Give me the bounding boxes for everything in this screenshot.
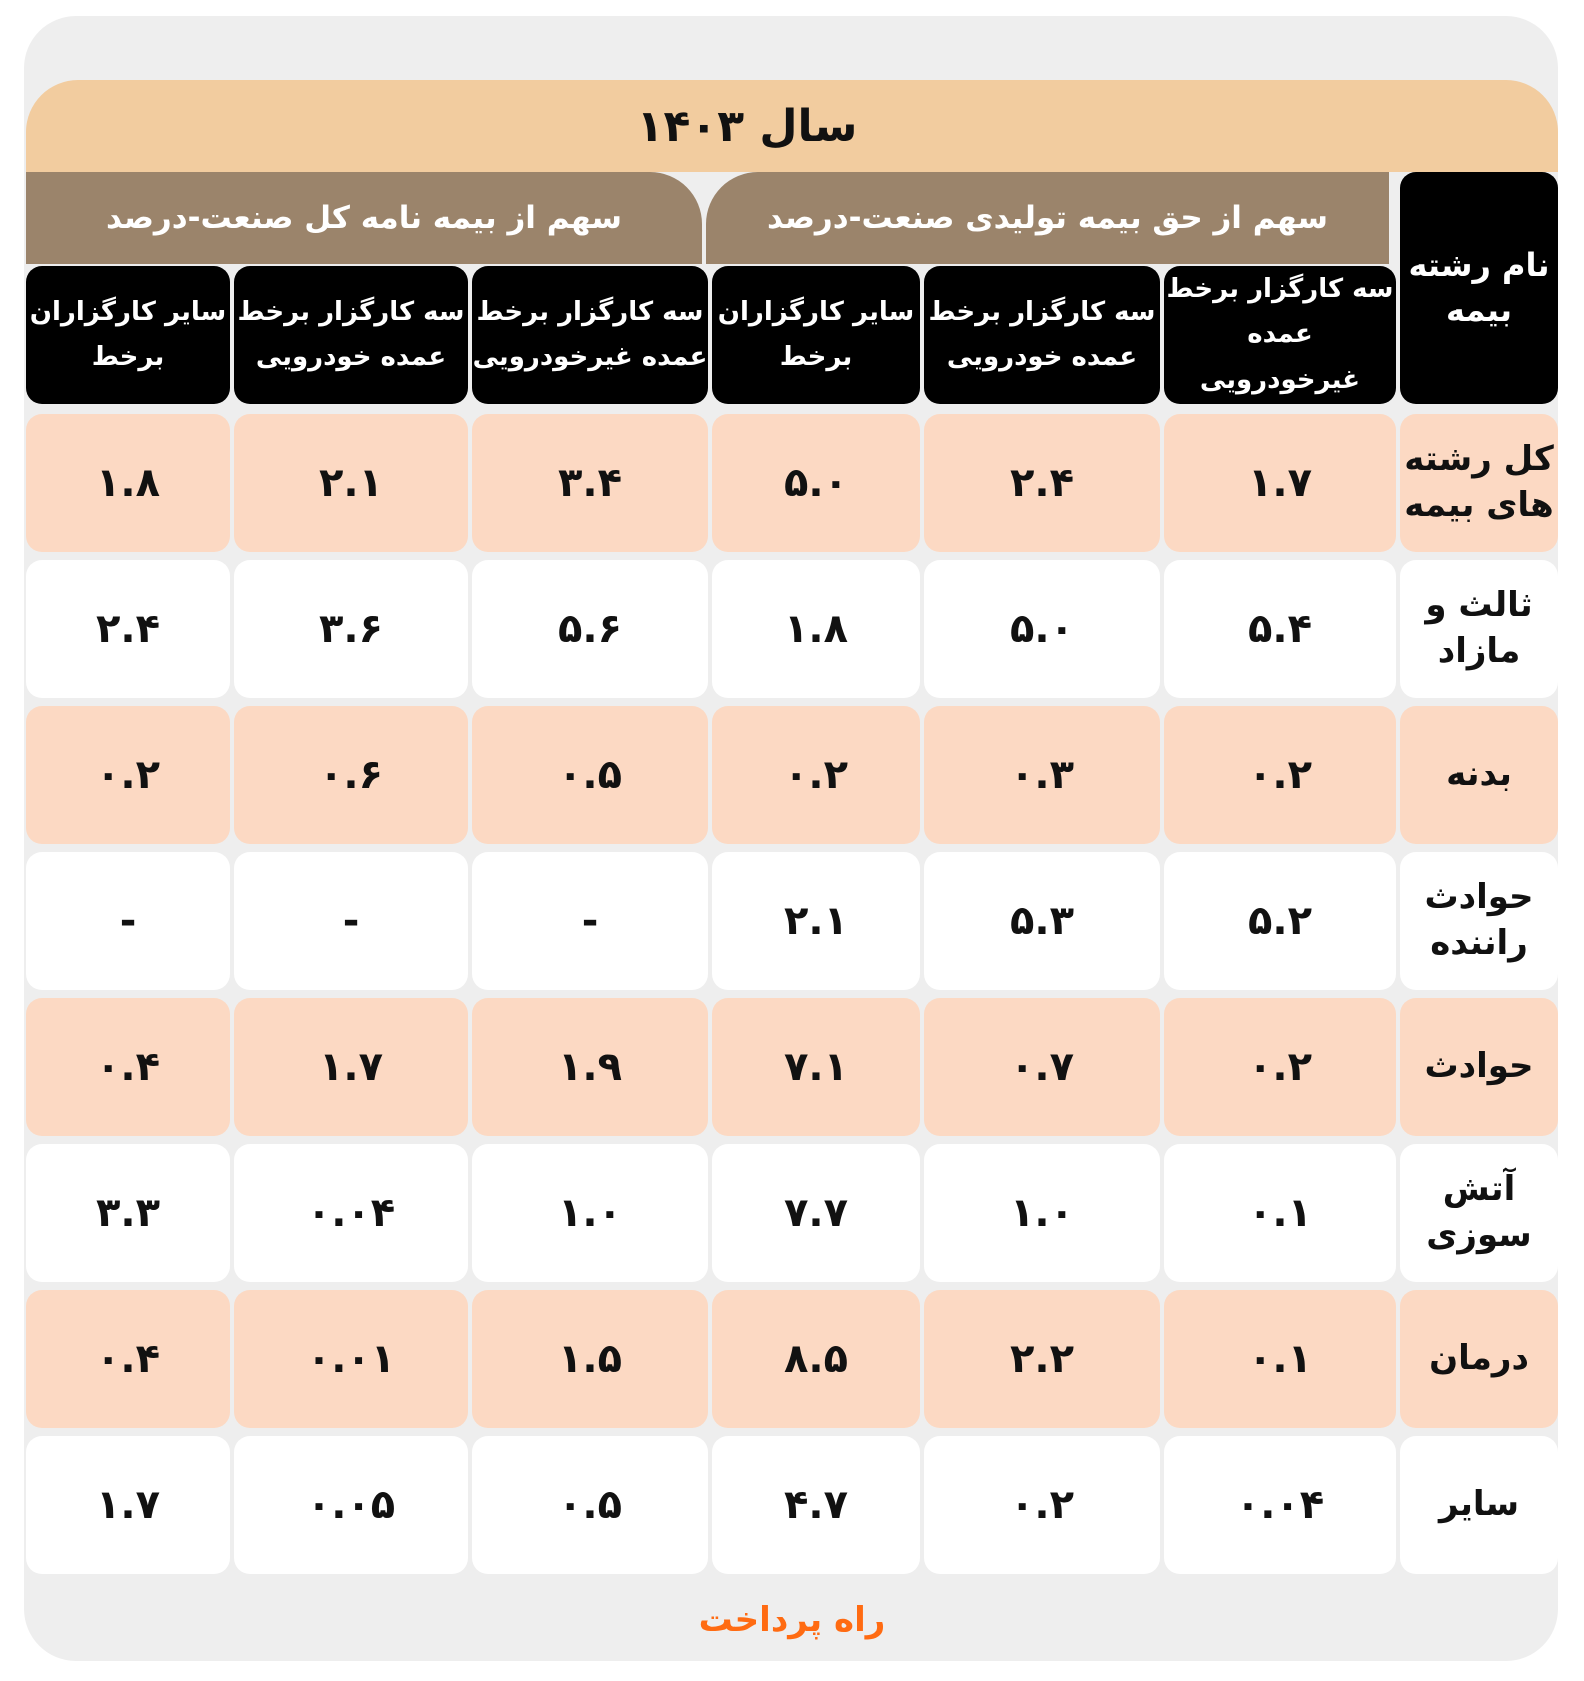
value-cell: ۱.۹ [472,998,708,1136]
row-label: ثالث و مازاد [1400,560,1558,698]
value-cell: ۰.۵ [472,706,708,844]
group-header-premium: سهم از حق بیمه تولیدی صنعت-درصد [706,172,1389,264]
value-cell: ۲.۱ [712,852,920,990]
value-cell: ۳.۶ [234,560,468,698]
value-cell: ۲.۲ [924,1290,1160,1428]
value-cell: ۱.۵ [472,1290,708,1428]
row-label: آتش سوزی [1400,1144,1558,1282]
value-cell: ۰.۰۱ [234,1290,468,1428]
title-bar [26,80,1558,172]
value-cell: ۲.۴ [26,560,230,698]
value-cell: ۱.۷ [234,998,468,1136]
value-cell: ۲.۴ [924,414,1160,552]
value-cell: ۵.۳ [924,852,1160,990]
column-header: سایر کارگزاران برخط [26,266,230,404]
value-cell: ۰.۱ [1164,1290,1396,1428]
value-cell: ۳.۴ [472,414,708,552]
column-header: سه کارگزار برخط عمده خودرویی [924,266,1160,404]
value-cell: ۸.۵ [712,1290,920,1428]
column-header: سه کارگزار برخط عمده غیرخودرویی [1164,266,1396,404]
value-cell: ۱.۰ [472,1144,708,1282]
value-cell: ۵.۲ [1164,852,1396,990]
table-title: سال ۱۴۰۳ [636,100,858,152]
column-header: سه کارگزار برخط عمده خودرویی [234,266,468,404]
value-cell: ۷.۱ [712,998,920,1136]
value-cell: - [472,852,708,990]
value-cell: ۵.۶ [472,560,708,698]
value-cell: ۰.۵ [472,1436,708,1574]
value-cell: ۵.۴ [1164,560,1396,698]
value-cell: - [234,852,468,990]
value-cell: ۰.۲ [712,706,920,844]
value-cell: ۰.۲ [924,1436,1160,1574]
value-cell: ۱.۰ [924,1144,1160,1282]
value-cell: ۱.۸ [26,414,230,552]
value-cell: ۵.۰ [924,560,1160,698]
column-header: سه کارگزار برخط عمده غیرخودرویی [472,266,708,404]
row-label: حوادث [1400,998,1558,1136]
value-cell: ۰.۲ [1164,706,1396,844]
value-cell: ۰.۴ [26,998,230,1136]
value-cell: ۰.۷ [924,998,1160,1136]
value-cell: ۰.۰۴ [234,1144,468,1282]
value-cell: ۱.۷ [26,1436,230,1574]
value-cell: ۰.۰۴ [1164,1436,1396,1574]
value-cell: ۰.۰۵ [234,1436,468,1574]
value-cell: ۱.۸ [712,560,920,698]
row-label: حوادث راننده [1400,852,1558,990]
value-cell: ۲.۱ [234,414,468,552]
row-label: بدنه [1400,706,1558,844]
row-label: درمان [1400,1290,1558,1428]
brand-logo: راه پرداخت [698,1600,886,1640]
row-name-header: نام رشته بیمه [1400,172,1558,404]
value-cell: ۷.۷ [712,1144,920,1282]
value-cell: ۱.۷ [1164,414,1396,552]
group-header-policy: سهم از بیمه نامه کل صنعت-درصد [26,172,702,264]
row-label: سایر [1400,1436,1558,1574]
value-cell: ۰.۱ [1164,1144,1396,1282]
value-cell: ۰.۲ [1164,998,1396,1136]
value-cell: ۰.۴ [26,1290,230,1428]
value-cell: - [26,852,230,990]
value-cell: ۰.۶ [234,706,468,844]
column-header: سایر کارگزاران برخط [712,266,920,404]
row-label: کل رشته های بیمه [1400,414,1558,552]
value-cell: ۰.۳ [924,706,1160,844]
value-cell: ۰.۲ [26,706,230,844]
value-cell: ۵.۰ [712,414,920,552]
value-cell: ۴.۷ [712,1436,920,1574]
value-cell: ۳.۳ [26,1144,230,1282]
